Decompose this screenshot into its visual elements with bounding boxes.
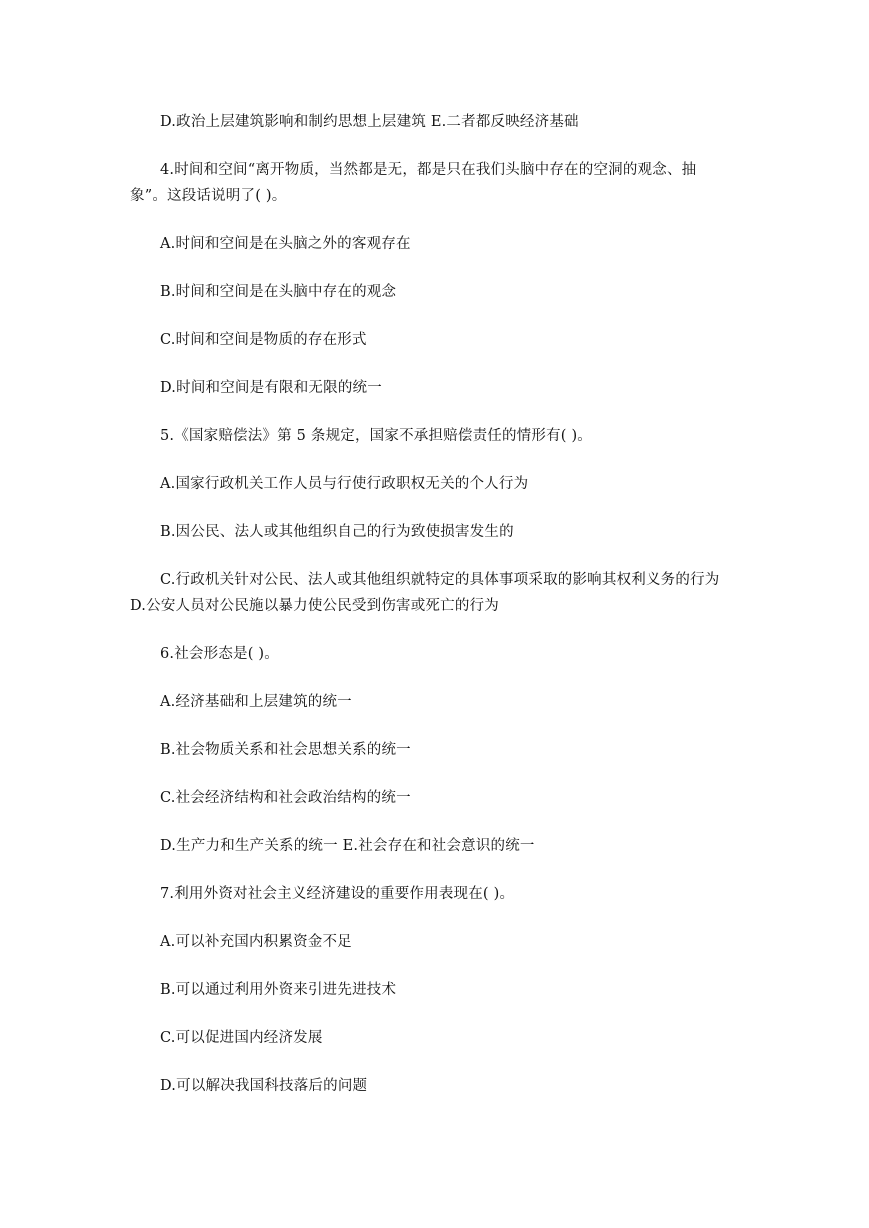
q5-stem: 5.《国家赔偿法》第 5 条规定，国家不承担赔偿责任的情形有( )。 (160, 428, 592, 444)
q4-option-c: C.时间和空间是物质的存在形式 (160, 332, 367, 348)
q6-option-c: C.社会经济结构和社会政治结构的统一 (160, 790, 411, 806)
q7-option-b: B.可以通过利用外资来引进先进技术 (160, 982, 397, 998)
q4-stem: 4.时间和空间“离开物质，当然都是无，都是只在我们头脑中存在的空洞的观念、抽 (160, 162, 697, 178)
q5-option-a: A.国家行政机关工作人员与行使行政职权无关的个人行为 (160, 476, 529, 492)
q6-option-b: B.社会物质关系和社会思想关系的统一 (160, 742, 411, 758)
q4-option-a: A.时间和空间是在头脑之外的客观存在 (160, 236, 411, 252)
q4-option-d: D.时间和空间是有限和无限的统一 (160, 380, 382, 396)
q7-option-a: A.可以补充国内积累资金不足 (160, 934, 352, 950)
q7-option-c: C.可以促进国内经济发展 (160, 1030, 323, 1046)
q5-option-b: B.因公民、法人或其他组织自己的行为致使损害发生的 (160, 524, 514, 540)
q7-stem: 7.利用外资对社会主义经济建设的重要作用表现在( )。 (160, 886, 515, 902)
q5-option-c: C.行政机关针对公民、法人或其他组织就特定的具体事项采取的影响其权利义务的行为 (160, 572, 720, 588)
q3-option-d-e: D.政治上层建筑影响和制约思想上层建筑 E.二者都反映经济基础 (160, 114, 579, 130)
q4-stem-continued: 象”。这段话说明了( )。 (130, 188, 287, 204)
q7-option-d: D.可以解决我国科技落后的问题 (160, 1078, 368, 1094)
q6-option-d-e: D.生产力和生产关系的统一 E.社会存在和社会意识的统一 (160, 838, 535, 854)
q4-option-b: B.时间和空间是在头脑中存在的观念 (160, 284, 397, 300)
q5-option-d: D.公安人员对公民施以暴力使公民受到伤害或死亡的行为 (130, 598, 499, 614)
q6-stem: 6.社会形态是( )。 (160, 646, 279, 662)
q6-option-a: A.经济基础和上层建筑的统一 (160, 694, 352, 710)
